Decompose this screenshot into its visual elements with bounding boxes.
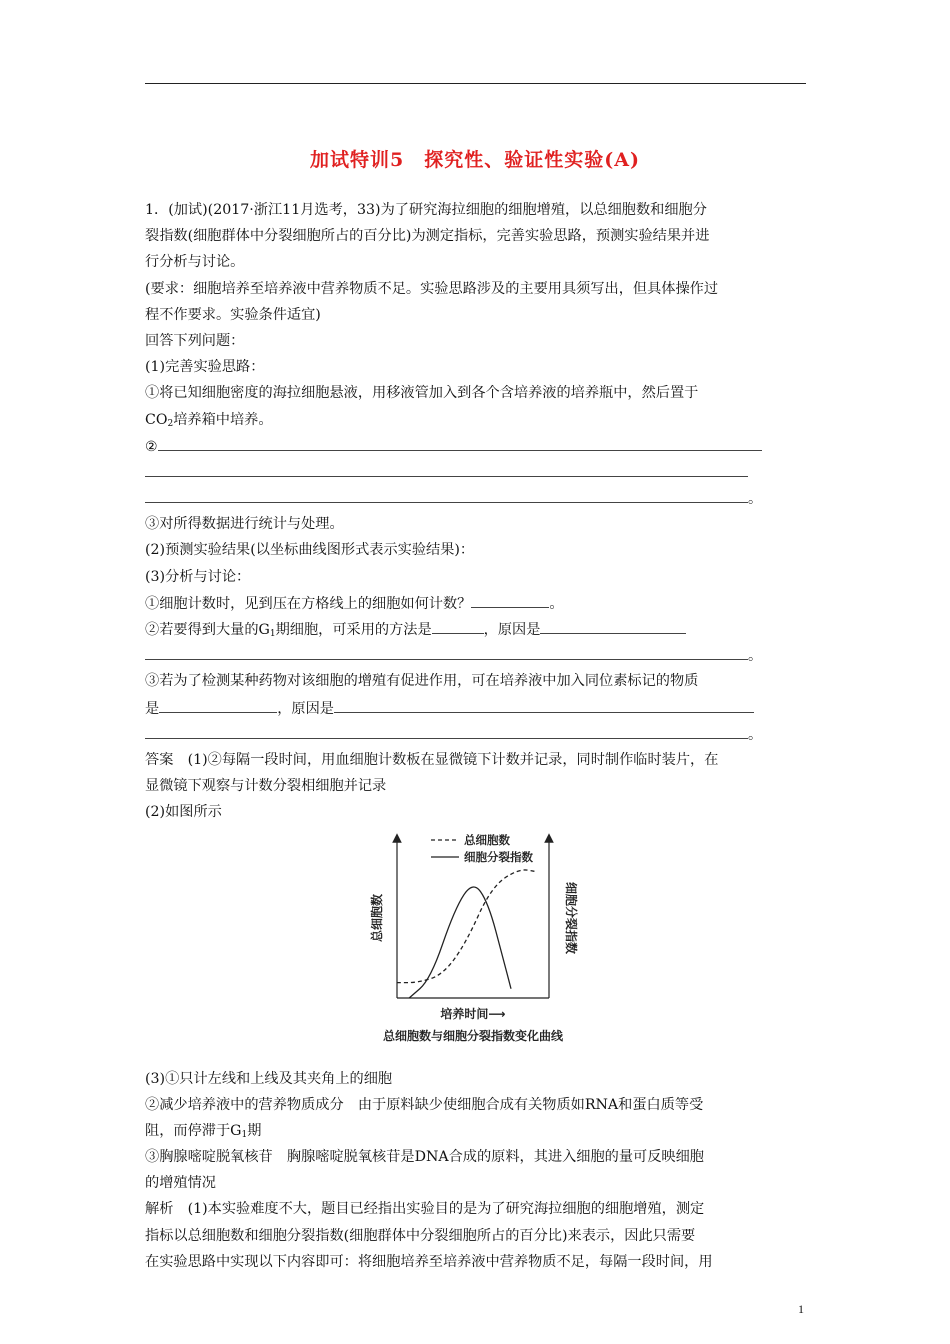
answer-blank-line[interactable] — [145, 642, 810, 668]
blank[interactable] — [471, 590, 549, 608]
answer-blank-line[interactable] — [145, 485, 810, 511]
x-axis-label: 培养时间⟶ — [440, 1006, 506, 1021]
question-text: 是 — [145, 700, 160, 717]
question-text: ，原因是 — [483, 622, 541, 638]
question-line: ①将已知细胞密度的海拉细胞悬液，用移液管加入到各个含培养液的培养瓶中，然后置于 — [145, 385, 699, 402]
question-line: 程不作要求。实验条件适宜) — [145, 306, 321, 323]
subscript: 1 — [241, 1129, 248, 1140]
answer-line: 答案 (1)②每隔一段时间，用血细胞计数板在显微镜下计数并记录，同时制作临时装片，在 — [145, 751, 719, 768]
page-title: 加试特训5 探究性、验证性实验(A) — [310, 149, 640, 171]
question-line — [145, 616, 810, 642]
legend-label-total-cells: 总细胞数 — [464, 832, 510, 847]
series-line-division-index — [409, 887, 511, 998]
period: 。 — [748, 726, 763, 743]
co2-text: CO — [145, 411, 168, 428]
question-line — [145, 695, 810, 721]
question-line: ③若为了检测某种药物对该细胞的增殖有促进作用，可在培养液中加入同位素标记的物质 — [145, 673, 699, 690]
answer-blank-line[interactable] — [145, 433, 810, 459]
question-line: 回答下列问题： — [145, 332, 245, 349]
chart-title: 总细胞数与细胞分裂指数变化曲线 — [382, 1028, 564, 1043]
answer-text: 阻，而停滞于G — [145, 1122, 242, 1139]
explanation-line: 解析 (1)本实验难度不大，题目已经指出实验目的是为了研究海拉细胞的细胞增殖，测定 — [145, 1201, 705, 1218]
document-body — [145, 197, 810, 1275]
question-line: 裂指数(细胞群体中分裂细胞所占的百分比)为测定指标，完善实验思路，预测实验结果并进 — [145, 228, 710, 245]
question-line: (2)预测实验结果(以坐标曲线图形式表示实验结果)： — [145, 542, 475, 559]
answer-line: ③胸腺嘧啶脱氧核苷 胸腺嘧啶脱氧核苷是DNA合成的原料，其进入细胞的量可反映细胞 — [145, 1149, 704, 1166]
answer-line — [145, 1118, 810, 1144]
question-line: (1)完善实验思路： — [145, 359, 265, 376]
question-text: ②若要得到大量的G — [145, 622, 270, 638]
growth-chart — [365, 826, 605, 1062]
blank[interactable] — [145, 721, 748, 739]
answer-line: 显微镜下观察与计数分裂相细胞并记录 — [145, 778, 387, 795]
question-text: 培养箱中培养。 — [173, 411, 273, 428]
subscript: 2 — [167, 418, 174, 429]
blank[interactable] — [145, 642, 748, 660]
period: 。 — [549, 595, 564, 612]
legend-label-division-index: 细胞分裂指数 — [464, 849, 533, 864]
question-line — [145, 590, 810, 616]
step-marker: ② — [145, 438, 158, 455]
blank[interactable] — [145, 485, 748, 503]
question-line — [145, 407, 810, 433]
blank[interactable] — [159, 695, 277, 713]
blank[interactable] — [432, 616, 484, 634]
series-line-total-cells — [397, 869, 537, 982]
blank[interactable] — [158, 433, 762, 451]
question-text: 期细胞，可采用的方法是 — [275, 622, 432, 638]
figure-container — [145, 826, 810, 1066]
subscript: 1 — [269, 629, 276, 639]
answer-line: (2)如图所示 — [145, 804, 222, 821]
question-line: ③对所得数据进行统计与处理。 — [145, 516, 344, 533]
answer-line: 的增殖情况 — [145, 1175, 216, 1192]
blank[interactable] — [334, 695, 754, 713]
y-axis-label-right: 细胞分裂指数 — [564, 881, 578, 954]
period: 。 — [748, 491, 763, 508]
answer-line: (3)①只计左线和上线及其夹角上的细胞 — [145, 1070, 393, 1087]
blank[interactable] — [145, 459, 748, 477]
y-axis-label-left: 总细胞数 — [370, 893, 384, 942]
answer-text: 期 — [247, 1122, 262, 1139]
explanation-line: 指标以总细胞数和细胞分裂指数(细胞群体中分裂细胞所占的百分比)来表示，因此只需要 — [145, 1227, 696, 1244]
question-line: (要求：细胞培养至培养液中营养物质不足。实验思路涉及的主要用具须写出，但具体操作过 — [145, 280, 719, 297]
question-line: 行分析与讨论。 — [145, 254, 245, 271]
page-number: 1 — [798, 1302, 804, 1316]
answer-blank-line[interactable] — [145, 459, 810, 485]
blank[interactable] — [540, 616, 686, 634]
question-line: 1．(加试)(2017·浙江11月选考，33)为了研究海拉细胞的细胞增殖，以总细胞数和细胞分 — [145, 202, 707, 218]
answer-line: ②减少培养液中的营养物质成分 由于原料缺少使细胞合成有关物质如RNA和蛋白质等受 — [145, 1096, 704, 1113]
period: 。 — [748, 648, 763, 665]
question-line: (3)分析与讨论： — [145, 568, 251, 585]
top-rule — [145, 83, 806, 84]
question-text: ，原因是 — [277, 700, 334, 717]
explanation-line: 在实验思路中实现以下内容即可：将细胞培养至培养液中营养物质不足，每隔一段时间，用 — [145, 1253, 713, 1270]
answer-blank-line[interactable] — [145, 721, 810, 747]
question-text: ①细胞计数时，见到压在方格线上的细胞如何计数？ — [145, 595, 472, 612]
